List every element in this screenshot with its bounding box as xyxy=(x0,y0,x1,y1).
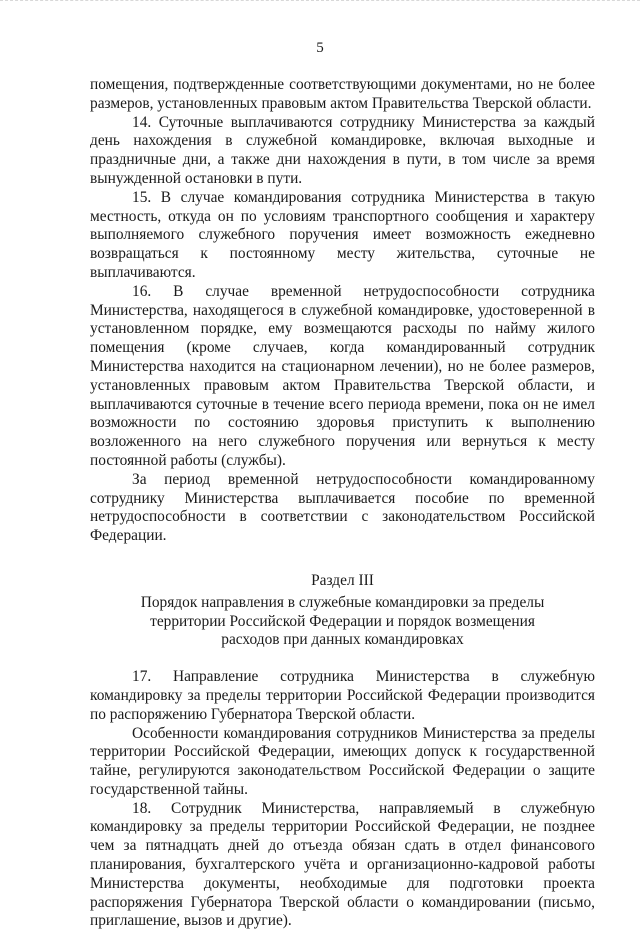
section-heading-line: Порядок направления в служебные командировки за пределы xyxy=(140,593,545,611)
section-heading-line: расходов при данных командировках xyxy=(221,631,464,649)
paragraph: помещения, подтвержденные соответствующими документами, но не более размеров, установленных правовым актом Правительства Тверской области. xyxy=(90,76,595,112)
paragraphs-before-section xyxy=(90,76,595,546)
document-body xyxy=(90,76,595,931)
page-number: 5 xyxy=(316,40,324,56)
scan-artifact-line xyxy=(0,0,640,5)
paragraph: 14. Суточные выплачиваются сотруднику Министерства за каждый день нахождения в служебной командировке, включая выходные и праздничные дни, а также дни нахождения в пути, в том числе за время вынужденной остановки в пути. xyxy=(90,113,595,187)
section-heading xyxy=(90,572,595,650)
paragraph: 18. Сотрудник Министерства, направляемый в служебную командировку за пределы территории Российской Федерации, не позднее чем за пятнадцать дней до отъезда обязан сдать в отдел финансового планирования, бухгалтерского учёта и организационно-кадровой работы Министерства документы, необходимые для подготовки проекта распоряжения Губернатора Тверской области о командировании (письмо, приглашение, вызов и другие). xyxy=(90,799,595,930)
paragraph: 16. В случае временной нетрудоспособности сотрудника Министерства, находящегося в служебной командировке, удостоверенной в установленном порядке, ему возмещаются расходы по найму жилого помещения (кроме случаев, когда командированный сотрудник Министерства находится на стационарном лечении), но не более размеров, установленных правовым актом Правительства Тверской области, и выплачиваются суточные в течение всего периода времени, пока он не имел возможности по состоянию здоровья приступить к выполнению возложенного на него служебного поручения или вернуться к месту постоянной работы (службы). xyxy=(90,282,595,469)
paragraph: За период временной нетрудоспособности командированному сотруднику Министерства выплачивается пособие по временной нетрудоспособности в соответствии с законодательством Российской Федерации. xyxy=(90,470,595,545)
paragraphs-after-section xyxy=(90,668,595,931)
section-heading-line: территории Российской Федерации и порядок возмещения xyxy=(150,612,535,630)
paragraph: 15. В случае командирования сотрудника Министерства в такую местность, откуда он по условиям транспортного сообщения и характеру выполняемого служебного поручения имеет возможность ежедневно возвращаться к постоянному месту жительства, суточные не выплачиваются. xyxy=(90,188,595,281)
paragraph: 17. Направление сотрудника Министерства в служебную командировку за пределы территории Российской Федерации производится по распоряжению Губернатора Тверской области. xyxy=(90,668,595,723)
paragraph: Особенности командирования сотрудников Министерства за пределы территории Российской Федерации, имеющих допуск к государственной тайне, регулируются законодательством Российской Федерации о защите государственной тайны. xyxy=(90,724,595,798)
section-title: Раздел III xyxy=(311,571,374,589)
